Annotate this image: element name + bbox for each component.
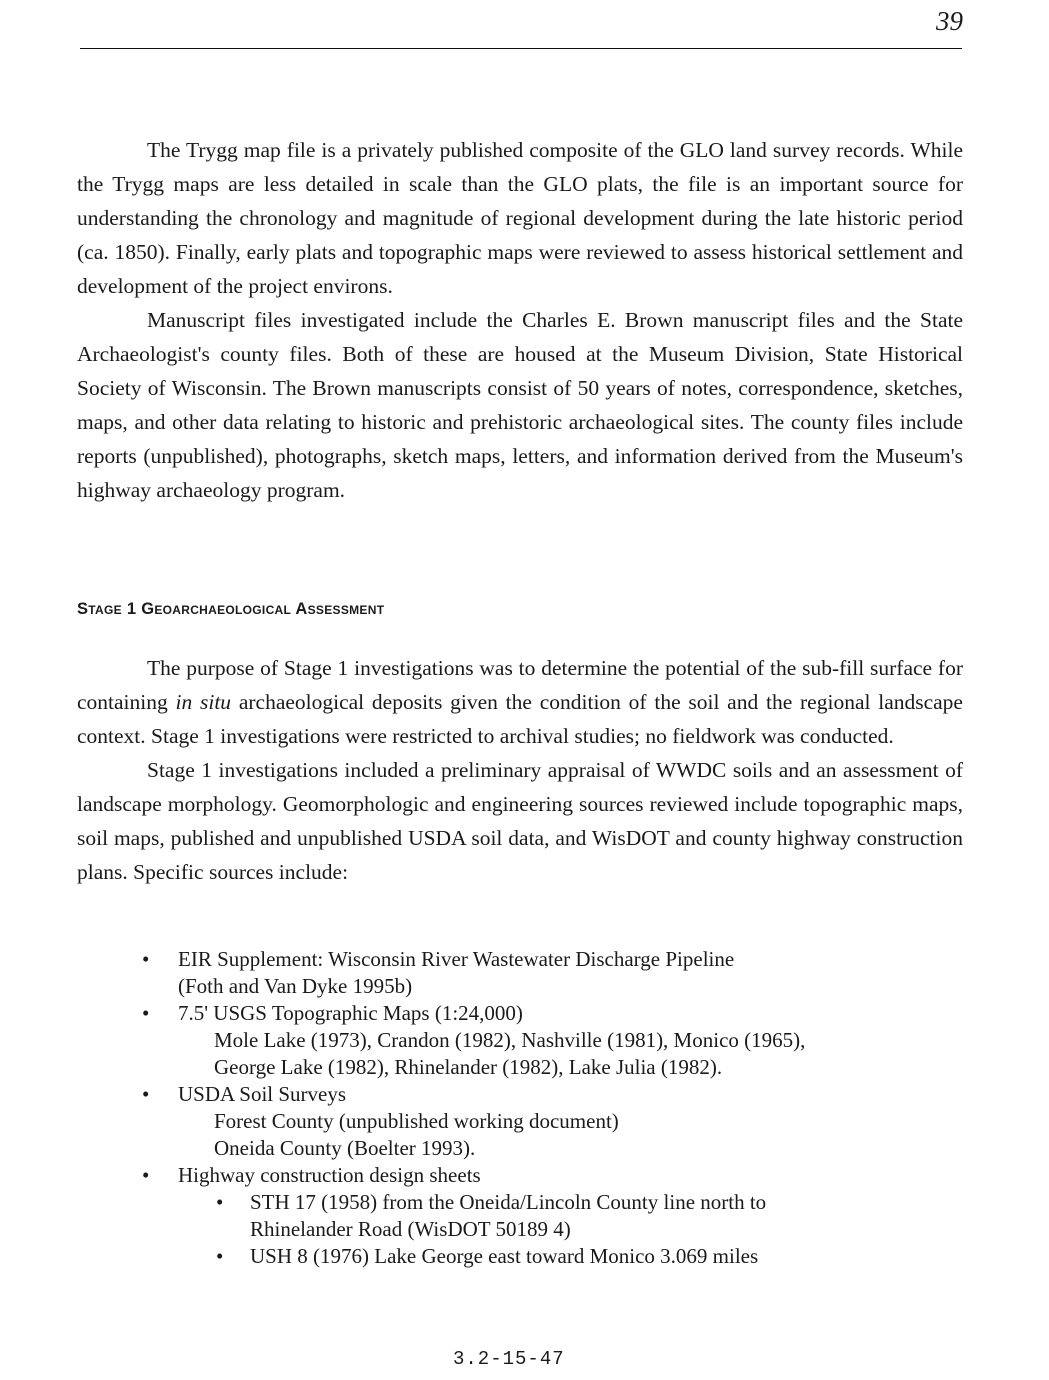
list-item [140, 1162, 920, 1270]
eir-citation: (Foth and Van Dyke 1995b) [178, 974, 413, 998]
paragraph-trygg-map: The Trygg map file is a privately published composite of the GLO land survey records. While the Trygg maps are less detailed in scale than the GLO plats, the file is an important source for understanding the chronology and magnitude of regional development during the late historic period (ca. 1850). Finally, early plats and topographic maps were reviewed to assess historical settlement and development of the project environs. [77, 138, 963, 298]
highway-item-line: USH 8 (1976) Lake George east toward Monico 3.069 miles [250, 1244, 759, 1268]
stage1-text [77, 651, 963, 889]
list-item [214, 1243, 920, 1270]
soil-title: USDA Soil Surveys [178, 1082, 347, 1106]
list-item [140, 1081, 920, 1162]
section-heading: Stage 1 Geoarchaeological Assessment [77, 600, 385, 618]
usgs-maps-line: Mole Lake (1973), Crandon (1982), Nashville (1981), Monico (1965), [214, 1028, 806, 1052]
intro-text [77, 133, 963, 507]
soil-survey-line: Oneida County (Boelter 1993). [214, 1136, 476, 1160]
highway-item-line: STH 17 (1958) from the Oneida/Lincoln County line north to [250, 1190, 767, 1214]
purpose-text-start: The purpose of Stage 1 investigations was to determine the potential of the sub-fill surface for containing [77, 656, 963, 714]
paragraph-stage1-purpose [77, 651, 963, 753]
highway-item-line: Rhinelander Road (WisDOT 50189 4) [250, 1217, 571, 1241]
list-item [140, 946, 920, 1000]
purpose-italic-term: in situ [175, 690, 232, 714]
paragraph-manuscripts: Manuscript files investigated include the Charles E. Brown manuscript files and the State Archaeologist's county files. Both of these are housed at the Museum Division, State Historical Society of Wisconsin. The Brown manuscripts consist of 50 years of notes, correspondence, sketches, maps, and other data relating to historic and prehistoric archaeological sites. The county files include reports (unpublished), photographs, sketch maps, letters, and information derived from the Museum's highway archaeology program. [77, 308, 963, 502]
eir-title: EIR Supplement: Wisconsin River Wastewater Discharge Pipeline [178, 947, 735, 971]
paragraph-stage1-sources: Stage 1 investigations included a preliminary appraisal of WWDC soils and an assessment of landscape morphology. Geomorphologic and engineering sources reviewed include topographic maps, soil maps, published and unpublished USDA soil data, and WisDOT and county highway construction plans. Specific sources include: [77, 758, 963, 884]
soil-survey-line: Forest County (unpublished working document) [214, 1109, 619, 1133]
purpose-text-end: archaeological deposits given the condition of the soil and the regional landscape context. Stage 1 investigations were restricted to archival studies; no fieldwork was conducted. [77, 690, 963, 748]
sources-list [140, 946, 920, 1270]
header-rule [80, 48, 962, 49]
highway-sublist [178, 1189, 920, 1270]
footer-document-code: 3.2-15-47 [453, 1348, 565, 1370]
list-item [214, 1189, 920, 1243]
highway-title: Highway construction design sheets [178, 1163, 481, 1187]
list-item [140, 1000, 920, 1081]
usgs-maps-line: George Lake (1982), Rhinelander (1982), Lake Julia (1982). [214, 1055, 723, 1079]
usgs-title: 7.5' USGS Topographic Maps (1:24,000) [178, 1001, 523, 1025]
page-number: 39 [936, 6, 963, 36]
